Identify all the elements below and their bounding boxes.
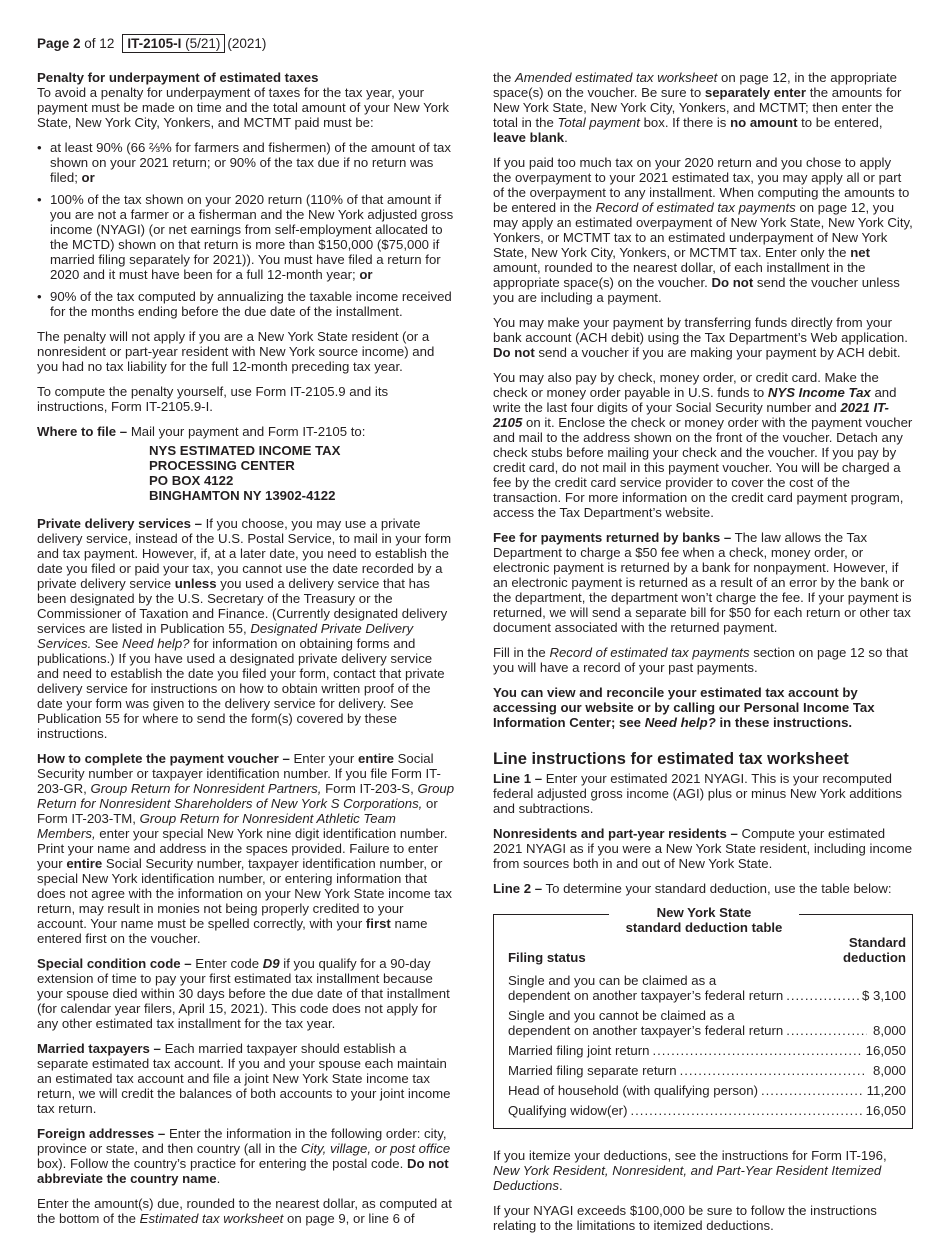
penalty-paragraph: To avoid a penalty for underpayment of taxes for the tax year, your payment must be made on time and the total amount of your New York State, New York City, Yonkers, and MCTMT paid must be: — [37, 85, 449, 130]
amt-text: Enter the amount(s) due, rounded to the nearest dollar, as computed at the bottom of the — [37, 1196, 452, 1226]
special-condition-paragraph — [37, 956, 457, 1031]
married-taxpayers-paragraph — [37, 1041, 457, 1116]
ach-text: You may make your payment by transferring funds directly from your bank account (ACH debit) using the Tax Department’s Web application. — [493, 315, 908, 345]
over-text: amount, rounded to the nearest dollar, of each installment in the appropriate space(s) on the voucher. — [493, 260, 866, 290]
row-label-line1: Single and you cannot be claimed as a — [508, 1008, 735, 1023]
scc-code: D9 — [262, 956, 280, 971]
pay-text: on it. Enclose the check or money order with the payment voucher and mail to the address shown on the front of the voucher. Detach any check stubs before mailing your check and the voucher. If you pay by credit card, do not mail in this payment voucher. You will be charged a fee by the credit card service provider to cover the cost of the transaction. For more information on the credit card payment program, access the Tax Department’s website. — [493, 415, 913, 520]
row-amount: 8,000 — [872, 1023, 906, 1038]
voucher-text: Enter your — [293, 751, 355, 766]
no-penalty-paragraph: The penalty will not apply if you are a New York State resident (or a nonresident or part-year resident with New York source income) and you had no tax liability for the full 12-month preceding tax year. — [37, 329, 435, 374]
fa-bold: Do not abbreviate the country name — [37, 1156, 449, 1186]
left-column — [37, 70, 457, 1236]
ach-bold: Do not — [493, 345, 535, 360]
row-label: Married filing joint return — [508, 1043, 650, 1058]
cont-text: the amounts for New York State, New York City, Yonkers, and MCTMT; then enter the total in the — [493, 85, 902, 130]
fa-text: . — [216, 1171, 221, 1186]
where-heading: Where to file – — [37, 424, 128, 439]
amt-text: on page 9, or line 6 of — [287, 1211, 415, 1226]
table-row — [508, 1063, 906, 1078]
pds-bold: unless — [174, 576, 217, 591]
ach-text: send a voucher if you are making your payment by ACH debit. — [538, 345, 901, 360]
overpayment-paragraph — [493, 155, 913, 305]
ach-paragraph — [493, 315, 913, 360]
check-payment-paragraph — [493, 370, 913, 520]
standard-deduction-table — [493, 905, 913, 1129]
voucher-bold: entire — [358, 751, 394, 766]
fee-text: The law allows the Tax Department to charge a $50 fee when a check, money order, or electronic payment is returned by a bank for nonpayment. However, if an electronic payment is returned as a result of an error by the bank or the department, the department won’t charge the fee. If your payment is returned, we will send a separate bill for $50 for each return or other tax document associated with the returned payment. — [493, 530, 912, 635]
mt-text: Each married taxpayer should establish a separate estimated tax account. If you and your spouse each maintain an estimated tax account and file a joint New York State income tax return, we will credit the balances of both accounts to your joint income tax return. — [37, 1041, 451, 1116]
scc-heading: Special condition code – — [37, 956, 192, 971]
voucher-bold: first — [365, 916, 391, 931]
form-id-box — [122, 34, 225, 53]
nr-heading: Nonresidents and part-year residents – — [493, 826, 738, 841]
pds-text: you used a delivery service that has been designated by the U.S. Secretary of the Treasury or the Commissioner of Taxation and Finance. (Currently designated delivery services are listed in Publication 55, — [37, 576, 448, 636]
table-row — [508, 1008, 906, 1038]
table-title — [609, 905, 799, 935]
voucher-text: name entered first on the voucher. — [37, 916, 428, 946]
where-to-file-paragraph — [37, 424, 457, 439]
foreign-addresses-paragraph — [37, 1126, 457, 1186]
scc-text: if you qualify for a 90-day extension of time to pay your first estimated tax installment because your spouse died within 30 days before the due date of that installment (for calendar year filers, April 15, 2021). This code does not apply for any other estimated tax installment for the tax year. — [37, 956, 450, 1031]
over-italic: Record of estimated tax payments — [595, 200, 796, 215]
table-row — [508, 1083, 906, 1098]
line-instructions-title: Line instructions for estimated tax worksheet — [493, 750, 849, 768]
pds-text: If you choose, you may use a private delivery service, instead of the U.S. Postal Service, to mail in your form and tax payment. However, if, at a later date, you need to establish the date you filed or paid your tax, you cannot use the date recorded by a private delivery service — [37, 516, 452, 591]
fill-record-paragraph — [493, 645, 913, 675]
pay-text: and write the last four digits of your Social Security number and — [493, 385, 897, 415]
over-text: If you paid too much tax on your 2020 return and you chose to apply the overpayment to your 2021 estimated tax, you may apply all or part of the overpayment to any installment. When computing the amounts to be entered in the — [493, 155, 910, 215]
voucher-text: Form IT-203-S, — [325, 781, 414, 796]
pds-italic: Need help? — [122, 636, 190, 651]
table-row — [508, 973, 906, 1003]
fill-text: section on page 12 so that you will have a record of your past payments. — [493, 645, 908, 675]
line-1-heading: Line 1 – — [493, 771, 543, 786]
col-header-line: Standard — [848, 935, 906, 950]
line-2-text: To determine your standard deduction, use the table below: — [545, 881, 892, 896]
row-label-line1: Single and you can be claimed as a — [508, 973, 717, 988]
col-header-line: deduction — [842, 950, 906, 965]
pds-text: for information on obtaining forms and publications.) If you have used a designated private delivery service and need to establish the date you filed your form, contact that private delivery service for instructions on how to obtain written proof of the date your form was given to the delivery service for delivery. See Publication 55 for where to send the form(s) covered by these instructions. — [37, 636, 445, 741]
payment-voucher-paragraph — [37, 751, 457, 946]
col-standard-deduction — [843, 935, 906, 965]
voucher-italic: Group Return for Nonresident Partners, — [90, 781, 322, 796]
itemize-text: . — [558, 1178, 563, 1193]
voucher-text: enter your special New York nine digit identification number. Print your name and address in the spaces provided. Failure to enter your — [37, 826, 448, 871]
cont-text: the — [493, 70, 512, 85]
line-2-paragraph — [493, 881, 913, 896]
itemize-paragraph — [493, 1148, 913, 1193]
row-amount: 16,050 — [865, 1103, 906, 1118]
amount-due-continued — [493, 70, 913, 145]
itemize-text: If you itemize your deductions, see the instructions for Form IT-196, — [493, 1148, 887, 1163]
pay-bold-italic: 2021 IT-2105 — [493, 400, 889, 430]
where-text: Mail your payment and Form IT-2105 to: — [130, 424, 366, 439]
voucher-italic: Group Return for Nonresident Shareholders of New York S Corporations, — [37, 781, 455, 811]
pds-italic: Designated Private Delivery Services. — [37, 621, 414, 651]
penalty-heading: Penalty for underpayment of estimated taxes — [37, 70, 319, 85]
table-title-line: New York State — [656, 905, 752, 920]
row-line — [508, 1103, 906, 1118]
cont-text: on page 12, in the appropriate space(s) on the voucher. Be sure to — [493, 70, 897, 100]
voucher-heading: How to complete the payment voucher – — [37, 751, 290, 766]
line-1-paragraph — [493, 771, 913, 816]
compute-paragraph: To compute the penalty yourself, use Form IT-2105.9 and its instructions, Form IT-2105.9-I. — [37, 384, 389, 414]
page-header — [37, 34, 266, 53]
line-1-text: Enter your estimated 2021 NYAGI. This is your recomputed federal adjusted gross income (AGI) plus or minus New York additions and subtractions. — [493, 771, 903, 816]
over-bold: Do not — [711, 275, 754, 290]
right-column — [493, 70, 913, 1243]
fa-heading: Foreign addresses – — [37, 1126, 166, 1141]
bullet-text: at least 90% (66 ⅔% for farmers and fishermen) of the amount of tax shown on your 2021 return; or 90% of the tax due if no return was filed; — [50, 140, 451, 185]
row-line — [508, 988, 906, 1003]
pay-bold-italic: NYS Income Tax — [767, 385, 871, 400]
scc-text: Enter code — [195, 956, 260, 971]
bullet-text: 100% of the tax shown on your 2020 return (110% of that amount if you are not a farmer or a fisherman and the New York adjusted gross income (NYAGI) (or net earnings from self-employment allocated to the MCTD) shown on that return is more than $150,000 ($75,000 if married filing separately for 2021)). You must have filed a return for 2020 and it must have been for a full 12-month year; — [50, 192, 454, 282]
address-line: PO BOX 4122 — [149, 473, 234, 488]
mt-heading: Married taxpayers – — [37, 1041, 161, 1056]
bullet-text: 90% of the tax computed by annualizing the taxable income received for the months ending before the due date of the installment. — [50, 289, 452, 319]
returned-payment-fee-paragraph — [493, 530, 913, 635]
voucher-text: Social Security number, taxpayer identification number, or special New York identification number, or entering information that does not agree with the information on your New York State income tax return, may result in monies not being properly credited to your account. Your name must be spelled correctly, with your — [37, 856, 452, 931]
fill-text: Fill in the — [493, 645, 546, 660]
nr-text: Compute your estimated 2021 NYAGI as if you were a New York State resident, including income from sources both in and out of New York State. — [493, 826, 913, 871]
fa-text: Enter the information in the following order: city, province or state, and then country (all in the — [37, 1126, 447, 1156]
voucher-italic: Group Return for Nonresident Athletic Team Members, — [37, 811, 396, 841]
table-title-line: standard deduction table — [625, 920, 783, 935]
itemize-italic: New York Resident, Nonresident, and Part-Year Resident Itemized Deductions — [493, 1163, 882, 1193]
fee-heading: Fee for payments returned by banks – — [493, 530, 732, 545]
fa-italic: City, village, or post office — [300, 1141, 451, 1156]
over-bold: net — [850, 245, 870, 260]
cont-italic: Total payment — [557, 115, 640, 130]
row-label: dependent on another taxpayer’s federal return — [508, 988, 784, 1003]
row-line — [508, 1023, 906, 1038]
private-delivery-paragraph — [37, 516, 457, 741]
view-text: You can view and reconcile your estimated tax account by accessing our website or by calling our Personal Income Tax Information Center; see — [493, 685, 875, 730]
address-line: PROCESSING CENTER — [149, 458, 295, 473]
view-account-paragraph — [493, 685, 913, 730]
leader-dots — [652, 1043, 862, 1058]
voucher-bold: entire — [66, 856, 103, 871]
bullet-or: or — [359, 267, 373, 282]
table-rows — [508, 973, 906, 1118]
cont-bold: no amount — [730, 115, 798, 130]
row-line — [508, 1063, 906, 1078]
exceed-paragraph: If your NYAGI exceeds $100,000 be sure to follow the instructions relating to the limitations to itemized deductions. — [493, 1203, 877, 1233]
cont-bold: separately enter — [704, 85, 807, 100]
row-label: Qualifying widow(er) — [508, 1103, 628, 1118]
row-label: Married filing separate return — [508, 1063, 677, 1078]
pay-text: You may also pay by check, money order, or credit card. Make the check or money order payable in U.S. funds to — [493, 370, 879, 400]
view-text: in these instructions. — [719, 715, 853, 730]
leader-dots — [630, 1103, 862, 1118]
pds-heading: Private delivery services – — [37, 516, 202, 531]
leader-dots — [761, 1083, 864, 1098]
row-amount: 11,200 — [866, 1083, 906, 1098]
nonresidents-paragraph — [493, 826, 913, 871]
line-2-heading: Line 2 – — [493, 881, 543, 896]
fill-italic: Record of estimated tax payments — [549, 645, 750, 660]
list-item — [37, 140, 457, 185]
form-revision: (5/21) — [185, 36, 221, 51]
page-count: of 12 — [84, 36, 115, 51]
col-filing-status: Filing status — [508, 950, 586, 965]
tax-year: (2021) — [227, 36, 267, 51]
cont-bold: leave blank — [493, 130, 565, 145]
cont-italic: Amended estimated tax worksheet — [515, 70, 718, 85]
cont-text: . — [564, 130, 568, 145]
row-label: Head of household (with qualifying person) — [508, 1083, 758, 1098]
page-number: Page 2 — [37, 36, 81, 51]
row-amount: $ 3,100 — [862, 988, 906, 1003]
address-line: BINGHAMTON NY 13902-4122 — [149, 488, 336, 503]
row-amount: 16,050 — [865, 1043, 906, 1058]
table-row — [508, 1103, 906, 1118]
pds-text: See — [94, 636, 119, 651]
row-label: dependent on another taxpayer’s federal return — [508, 1023, 784, 1038]
mailing-address — [149, 443, 457, 503]
table-row — [508, 1043, 906, 1058]
list-item — [37, 192, 457, 282]
over-text: send the voucher unless you are including a payment. — [493, 275, 900, 305]
leader-dots — [786, 988, 859, 1003]
cont-text: box. If there is — [643, 115, 727, 130]
fa-text: box). Follow the country’s practice for entering the postal code. — [37, 1156, 404, 1171]
bullet-or: or — [81, 170, 95, 185]
penalty-list — [37, 140, 457, 319]
row-line — [508, 1083, 906, 1098]
form-id: IT-2105-I — [127, 36, 182, 51]
voucher-text: Social Security number or taxpayer identification number. If you file Form IT-203-GR, — [37, 751, 441, 796]
leader-dots — [786, 1023, 867, 1038]
amount-due-paragraph — [37, 1196, 457, 1226]
list-item — [37, 289, 457, 319]
amt-italic: Estimated tax worksheet — [139, 1211, 284, 1226]
view-italic: Need help? — [644, 715, 716, 730]
voucher-text: or Form IT-203-TM, — [37, 796, 438, 826]
address-line: NYS ESTIMATED INCOME TAX — [149, 443, 341, 458]
row-amount: 8,000 — [872, 1063, 906, 1078]
leader-dots — [680, 1063, 867, 1078]
row-line — [508, 1043, 906, 1058]
over-text: on page 12, you may apply an estimated overpayment of New York State, New York City, Yonkers, or MCTMT tax to an estimated underpayment of New York State, New York City, Yonkers, or MCTMT tax. Enter only the — [493, 200, 913, 260]
cont-text: to be entered, — [801, 115, 883, 130]
